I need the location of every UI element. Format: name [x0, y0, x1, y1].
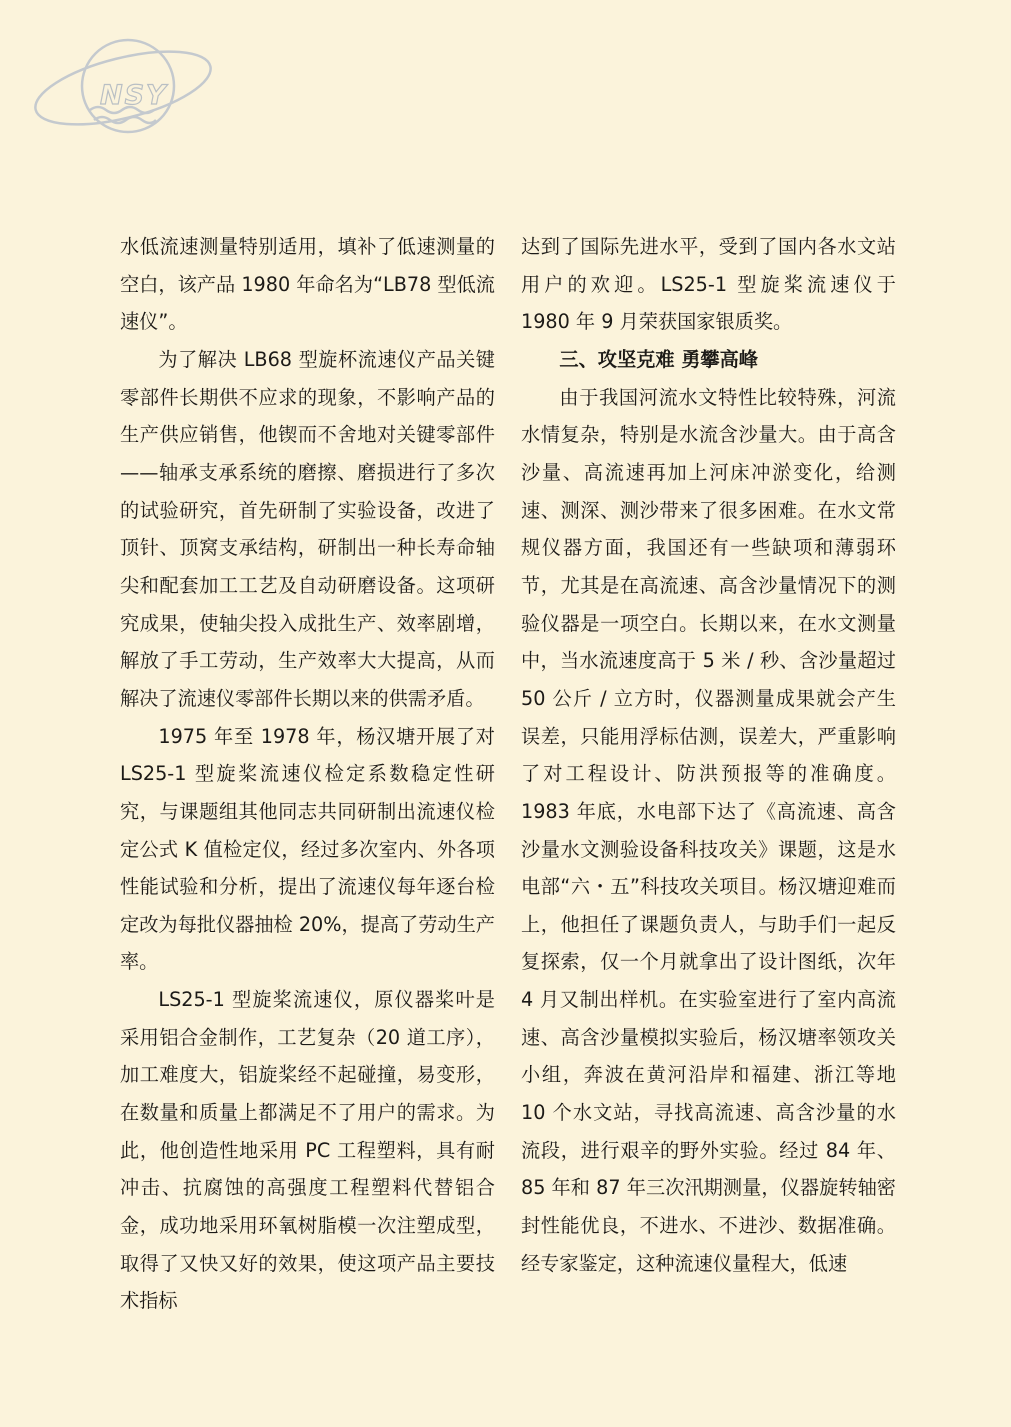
right-column — [521, 228, 896, 1282]
section-heading: 三、攻坚克难 勇攀高峰 — [559, 347, 758, 371]
nsy-logo — [28, 28, 218, 148]
paragraph: 1975 年至 1978 年，杨汉塘开展了对 LS25-1 型旋桨流速仪检定系数稳定性研究，与课题组其他同志共同研制出流速仪检定公式 K 值检定仪，经过多次室内、外各项性能试验和分析，提出了流速仪每年逐台检定改为每批仪器抽检 20%，提高了劳动生产率。 — [120, 724, 495, 974]
paragraph: 水低流速测量特别适用，填补了低速测量的空白，该产品 1980 年命名为“LB78 型低流速仪”。 — [120, 235, 495, 334]
paragraph: 达到了国际先进水平，受到了国内各水文站用户的欢迎。LS25-1 型旋桨流速仪于 1980 年 9 月荣获国家银质奖。 — [521, 235, 896, 334]
left-column — [120, 228, 495, 1320]
logo-text: NSY — [100, 80, 168, 111]
paragraph: 由于我国河流水文特性比较特殊，河流水情复杂，特别是水流含沙量大。由于高含沙量、高流速再加上河床冲淤变化，给测速、测深、测沙带来了很多困难。在水文常规仪器方面，我国还有一些缺项和薄弱环节，尤其是在高流速、高含沙量情况下的测验仪器是一项空白。长期以来，在水文测量中，当水流速度高于 5 米 / 秒、含沙量超过 50 公斤 / 立方时，仪器测量成果就会产生误差，只能用浮标估测，误差大，严重影响了对工程设计、防洪预报等的准确度。1983 年底，水电部下达了《高流速、高含沙量水文测验设备科技攻关》课题，这是水电部“六・五”科技攻关项目。杨汉塘迎难而上，他担任了课题负责人，与助手们一起反复探索，仅一个月就拿出了设计图纸，次年 4 月又制出样机。在实验室进行了室内高流速、高含沙量模拟实验后，杨汉塘率领攻关小组，奔波在黄河沿岸和福建、浙江等地 10 个水文站，寻找高流速、高含沙量的水流段，进行艰辛的野外实验。经过 84 年、85 年和 87 年三次汛期测量，仪器旋转轴密封性能优良，不进水、不进沙、数据准确。经专家鉴定，这种流速仪量程大，低速 — [521, 385, 896, 1275]
paragraph: 为了解决 LB68 型旋杯流速仪产品关键零部件长期供不应求的现象，不影响产品的生产供应销售，他锲而不舍地对关键零部件——轴承支承系统的磨擦、磨损进行了多次的试验研究，首先研制了实验设备，改进了顶针、顶窝支承结构，研制出一种长寿命轴尖和配套加工工艺及自动研磨设备。这项研究成果，使轴尖投入成批生产、效率剧增，解放了手工劳动，生产效率大大提高，从而解决了流速仪零部件长期以来的供需矛盾。 — [120, 347, 495, 710]
paragraph: LS25-1 型旋桨流速仪，原仪器桨叶是采用铝合金制作，工艺复杂（20 道工序），加工难度大，铝旋桨经不起碰撞，易变形，在数量和质量上都满足不了用户的需求。为此，他创造性地采用 PC 工程塑料，具有耐冲击、抗腐蚀的高强度工程塑料代替铝合金，成功地采用环氧树脂模一次注塑成型，取得了又快又好的效果，使这项产品主要技术指标 — [120, 988, 495, 1313]
